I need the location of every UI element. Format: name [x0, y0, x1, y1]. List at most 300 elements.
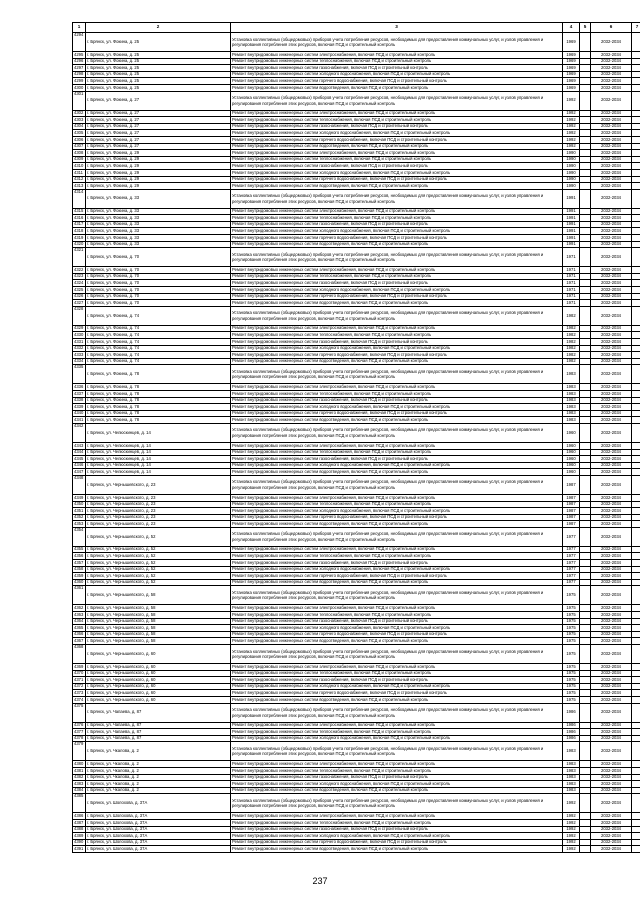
empty-cell [632, 176, 640, 183]
empty-cell [632, 345, 640, 352]
empty-cell [580, 410, 591, 417]
work-description: Ремонт внутридомовых инженерных систем электроснабжения, включая ПСД и строительный контроль [231, 761, 563, 768]
table-row [73, 449, 640, 456]
house-group-row [73, 248, 640, 267]
build-year: 1971 [563, 287, 580, 294]
build-year: 1987 [563, 475, 580, 494]
repair-period: 2032-2034 [591, 241, 632, 248]
repair-period: 2032-2034 [591, 546, 632, 553]
repair-period: 2032-2034 [591, 631, 632, 638]
work-description: Ремонт внутридомовых инженерных систем теплоснабжения, включая ПСД и строительный контроль [231, 819, 563, 826]
row-number: 4353 [73, 521, 86, 528]
work-description: Ремонт внутридомовых инженерных систем теплоснабжения, включая ПСД и строительный контроль [231, 449, 563, 456]
repair-period: 2032-2034 [591, 735, 632, 742]
repair-period: 2032-2034 [591, 514, 632, 521]
repair-period: 2032-2034 [591, 228, 632, 235]
empty-cell [580, 52, 591, 59]
house-group-row [73, 586, 640, 605]
build-year: 1975 [563, 631, 580, 638]
build-year: 1971 [563, 300, 580, 307]
work-description: Ремонт внутридомовых инженерных систем горячего водоснабжения, включая ПСД и строительный контроль [231, 514, 563, 521]
build-year: 1987 [563, 521, 580, 528]
table-row [73, 566, 640, 573]
build-year: 1982 [563, 325, 580, 332]
repair-period: 2032-2034 [591, 475, 632, 494]
work-description: Ремонт внутридомовых инженерных систем водоотведения, включая ПСД и строительный контроль [231, 143, 563, 150]
row-number: 4332 [73, 345, 86, 352]
repair-period: 2032-2034 [591, 339, 632, 346]
row-number: 4382 [73, 774, 86, 781]
house-address: г. Брянск, ул. Фокина, д. 27 [86, 117, 231, 124]
table-row [73, 494, 640, 501]
empty-cell [632, 586, 640, 605]
empty-cell [580, 813, 591, 820]
repair-period: 2032-2034 [591, 267, 632, 274]
repair-period: 2032-2034 [591, 143, 632, 150]
repair-period: 2032-2034 [591, 169, 632, 176]
house-address: г. Брянск, ул. Фокина, д. 29 [86, 183, 231, 190]
row-number: 4359 [73, 573, 86, 580]
table-row [73, 664, 640, 671]
work-description: Ремонт внутридомовых инженерных систем теплоснабжения, включая ПСД и строительный контроль [231, 612, 563, 619]
repair-period: 2032-2034 [591, 826, 632, 833]
table-row [73, 410, 640, 417]
empty-cell [580, 690, 591, 697]
table-row [73, 579, 640, 586]
empty-cell [632, 417, 640, 424]
row-number: 4333 [73, 352, 86, 359]
row-number: 4318 [73, 228, 86, 235]
repair-period: 2032-2034 [591, 742, 632, 761]
house-address: г. Брянск, ул. Фокина, д. 70 [86, 248, 231, 267]
empty-cell [632, 280, 640, 287]
repair-period: 2032-2034 [591, 91, 632, 110]
empty-cell [632, 456, 640, 463]
build-year: 1991 [563, 208, 580, 215]
empty-cell [580, 819, 591, 826]
column-header: 4 [563, 23, 580, 33]
repair-period: 2032-2034 [591, 618, 632, 625]
empty-cell [580, 156, 591, 163]
row-number: 4355 [73, 546, 86, 553]
empty-cell [632, 813, 640, 820]
empty-cell [632, 690, 640, 697]
repair-period: 2032-2034 [591, 664, 632, 671]
house-group-row [73, 189, 640, 208]
empty-cell [632, 645, 640, 664]
house-address: г. Брянск, ул. Фокина, д. 25 [86, 71, 231, 78]
empty-cell [580, 742, 591, 761]
empty-cell [632, 508, 640, 515]
house-address: г. Брянск, ул. Фокина, д. 74 [86, 339, 231, 346]
house-address: г. Брянск, ул. Чкалова, д. 2 [86, 761, 231, 768]
repair-period: 2032-2034 [591, 332, 632, 339]
empty-cell [580, 462, 591, 469]
house-address: г. Брянск, ул. Фокина, д. 25 [86, 52, 231, 59]
build-year: 1960 [563, 462, 580, 469]
table-row [73, 462, 640, 469]
table-row [73, 169, 640, 176]
house-group-row [73, 91, 640, 110]
work-description: Ремонт внутридомовых инженерных систем горячего водоснабжения, включая ПСД и строительный контроль [231, 573, 563, 580]
house-address: г. Брянск, ул. Фокина, д. 25 [86, 84, 231, 91]
empty-cell [632, 300, 640, 307]
house-address: г. Брянск, ул. Челюскинцев, д. 14 [86, 469, 231, 476]
table-row [73, 553, 640, 560]
row-number: 4389 [73, 833, 86, 840]
empty-cell [580, 397, 591, 404]
table-row [73, 339, 640, 346]
table-row [73, 293, 640, 300]
house-group-row [73, 306, 640, 325]
empty-cell [632, 156, 640, 163]
repair-period: 2032-2034 [591, 846, 632, 853]
house-address: г. Брянск, ул. Чернышевского, д. 52 [86, 579, 231, 586]
row-number: 4307 [73, 143, 86, 150]
house-group-row [73, 475, 640, 494]
row-number: 4376 [73, 722, 86, 729]
empty-cell [632, 267, 640, 274]
build-year: 1982 [563, 345, 580, 352]
repair-period: 2032-2034 [591, 605, 632, 612]
build-year: 1983 [563, 365, 580, 384]
repair-period: 2032-2034 [591, 58, 632, 65]
house-group-row [73, 645, 640, 664]
build-year: 1983 [563, 384, 580, 391]
work-description: Установка коллективных (общедомовых) приборов учета потребления ресурсов, необходимых для предоставления коммунальных услуг, и узлов управления и регулирования потребления этих ресурсов, включая ПСД и строительный контроль [231, 365, 563, 384]
empty-cell [632, 677, 640, 684]
empty-cell [632, 514, 640, 521]
work-description: Ремонт внутридомовых инженерных систем газоснабжения, включая ПСД и строительный контроль [231, 618, 563, 625]
repair-period: 2032-2034 [591, 767, 632, 774]
row-number: 4324 [73, 280, 86, 287]
empty-cell [632, 123, 640, 130]
repair-period: 2032-2034 [591, 235, 632, 242]
empty-cell [632, 404, 640, 411]
work-description: Ремонт внутридомовых инженерных систем горячего водоснабжения, включая ПСД и строительный контроль [231, 293, 563, 300]
build-year: 1977 [563, 553, 580, 560]
table-row [73, 110, 640, 117]
empty-cell [632, 150, 640, 157]
empty-cell [632, 794, 640, 813]
repair-period: 2032-2034 [591, 365, 632, 384]
repair-period: 2032-2034 [591, 787, 632, 794]
repair-period: 2032-2034 [591, 189, 632, 208]
house-address: г. Брянск, ул. Чернышевского, д. 58 [86, 631, 231, 638]
empty-cell [632, 638, 640, 645]
table-row [73, 638, 640, 645]
empty-cell [632, 241, 640, 248]
row-number: 4345 [73, 456, 86, 463]
build-year: 1977 [563, 546, 580, 553]
row-number: 4310 [73, 163, 86, 170]
repair-period: 2032-2034 [591, 612, 632, 619]
house-address: г. Брянск, ул. Фокина, д. 78 [86, 390, 231, 397]
empty-cell [632, 494, 640, 501]
build-year: 1992 [563, 833, 580, 840]
repair-period: 2032-2034 [591, 722, 632, 729]
house-address: г. Брянск, ул. Фокина, д. 27 [86, 130, 231, 137]
build-year: 1975 [563, 586, 580, 605]
build-year: 1969 [563, 78, 580, 85]
empty-cell [632, 696, 640, 703]
repair-period: 2032-2034 [591, 65, 632, 72]
repair-period: 2032-2034 [591, 248, 632, 267]
work-description: Ремонт внутридомовых инженерных систем водоотведения, включая ПСД и строительный контроль [231, 417, 563, 424]
row-number: 4374 [73, 696, 86, 703]
table-row [73, 514, 640, 521]
empty-cell [580, 163, 591, 170]
table-row [73, 826, 640, 833]
empty-cell [632, 742, 640, 761]
row-number: 4314 [73, 189, 86, 208]
repair-period: 2032-2034 [591, 560, 632, 567]
work-description: Установка коллективных (общедомовых) приборов учета потребления ресурсов, необходимых для предоставления коммунальных услуг, и узлов управления и регулирования потребления этих ресурсов, включая ПСД и строительный контроль [231, 645, 563, 664]
row-number: 4329 [73, 325, 86, 332]
table-row [73, 722, 640, 729]
work-description: Ремонт внутридомовых инженерных систем газоснабжения, включая ПСД и строительный контроль [231, 339, 563, 346]
work-description: Ремонт внутридомовых инженерных систем горячего водоснабжения, включая ПСД и строительный контроль [231, 235, 563, 242]
empty-cell [580, 833, 591, 840]
empty-cell [580, 494, 591, 501]
repair-period: 2032-2034 [591, 280, 632, 287]
repair-period: 2032-2034 [591, 683, 632, 690]
house-address: г. Брянск, ул. Фокина, д. 70 [86, 273, 231, 280]
empty-cell [580, 208, 591, 215]
table-row [73, 683, 640, 690]
row-number: 4336 [73, 384, 86, 391]
work-description: Ремонт внутридомовых инженерных систем теплоснабжения, включая ПСД и строительный контроль [231, 215, 563, 222]
house-address: г. Брянск, ул. Чкалова, д. 2 [86, 774, 231, 781]
row-number: 4320 [73, 241, 86, 248]
build-year: 1986 [563, 729, 580, 736]
row-number: 4390 [73, 839, 86, 846]
empty-cell [632, 833, 640, 840]
row-number: 4391 [73, 846, 86, 853]
work-description: Ремонт внутридомовых инженерных систем газоснабжения, включая ПСД и строительный контроль [231, 774, 563, 781]
row-number: 4340 [73, 410, 86, 417]
repair-period: 2032-2034 [591, 221, 632, 228]
house-address: г. Брянск, ул. Фокина, д. 27 [86, 91, 231, 110]
build-year: 1983 [563, 787, 580, 794]
work-description: Ремонт внутридомовых инженерных систем теплоснабжения, включая ПСД и строительный контроль [231, 553, 563, 560]
house-address: г. Брянск, ул. Чернышевского, д. 58 [86, 586, 231, 605]
house-address: г. Брянск, ул. Шолохова, д. 37А [86, 846, 231, 853]
work-description: Ремонт внутридомовых инженерных систем газоснабжения, включая ПСД и строительный контроль [231, 280, 563, 287]
house-address: г. Брянск, ул. Чернышевского, д. 52 [86, 566, 231, 573]
house-address: г. Брянск, ул. Чкалова, д. 2 [86, 781, 231, 788]
house-address: г. Брянск, ул. Фокина, д. 33 [86, 235, 231, 242]
table-row [73, 787, 640, 794]
row-number: 4372 [73, 683, 86, 690]
empty-cell [580, 293, 591, 300]
work-description: Ремонт внутридомовых инженерных систем холодного водоснабжения, включая ПСД и строительный контроль [231, 287, 563, 294]
work-description: Ремонт внутридомовых инженерных систем горячего водоснабжения, включая ПСД и строительный контроль [231, 136, 563, 143]
empty-cell [632, 423, 640, 442]
empty-cell [580, 683, 591, 690]
work-description: Установка коллективных (общедомовых) приборов учета потребления ресурсов, необходимых для предоставления коммунальных услуг, и узлов управления и регулирования потребления этих ресурсов, включая ПСД и строительный контроль [231, 189, 563, 208]
work-description: Ремонт внутридомовых инженерных систем водоотведения, включая ПСД и строительный контроль [231, 469, 563, 476]
table-row [73, 358, 640, 365]
house-address: г. Брянск, ул. Фокина, д. 78 [86, 365, 231, 384]
table-row [73, 221, 640, 228]
house-address: г. Брянск, ул. Фокина, д. 29 [86, 169, 231, 176]
row-number: 4309 [73, 156, 86, 163]
house-address: г. Брянск, ул. Фокина, д. 33 [86, 241, 231, 248]
work-description: Ремонт внутридомовых инженерных систем электроснабжения, включая ПСД и строительный контроль [231, 664, 563, 671]
build-year: 1990 [563, 150, 580, 157]
work-description: Ремонт внутридомовых инженерных систем теплоснабжения, включая ПСД и строительный контроль [231, 156, 563, 163]
row-number: 4373 [73, 690, 86, 697]
repair-period: 2032-2034 [591, 136, 632, 143]
work-description: Ремонт внутридомовых инженерных систем газоснабжения, включая ПСД и строительный контроль [231, 65, 563, 72]
row-number: 4339 [73, 404, 86, 411]
table-row [73, 397, 640, 404]
empty-cell [580, 248, 591, 267]
work-description: Ремонт внутридомовых инженерных систем холодного водоснабжения, включая ПСД и строительный контроль [231, 71, 563, 78]
build-year: 1992 [563, 130, 580, 137]
repair-period: 2032-2034 [591, 163, 632, 170]
empty-cell [580, 553, 591, 560]
empty-cell [632, 52, 640, 59]
row-number: 4295 [73, 52, 86, 59]
build-year: 1971 [563, 248, 580, 267]
work-description: Ремонт внутридомовых инженерных систем электроснабжения, включая ПСД и строительный контроль [231, 813, 563, 820]
empty-cell [580, 605, 591, 612]
row-number: 4364 [73, 618, 86, 625]
build-year: 1975 [563, 605, 580, 612]
empty-cell [580, 417, 591, 424]
repair-period: 2032-2034 [591, 71, 632, 78]
house-address: г. Брянск, ул. Чернышевского, д. 60 [86, 645, 231, 664]
build-year: 1991 [563, 221, 580, 228]
row-number: 4371 [73, 677, 86, 684]
empty-cell [580, 130, 591, 137]
build-year: 1991 [563, 235, 580, 242]
empty-cell [580, 123, 591, 130]
table-row [73, 774, 640, 781]
empty-cell [580, 300, 591, 307]
work-description: Ремонт внутридомовых инженерных систем теплоснабжения, включая ПСД и строительный контроль [231, 117, 563, 124]
house-address: г. Брянск, ул. Чернышевского, д. 58 [86, 618, 231, 625]
house-address: г. Брянск, ул. Чернышевского, д. 23 [86, 475, 231, 494]
table-row [73, 605, 640, 612]
empty-cell [632, 332, 640, 339]
empty-cell [580, 404, 591, 411]
empty-cell [632, 722, 640, 729]
empty-cell [580, 501, 591, 508]
row-number: 4351 [73, 508, 86, 515]
repair-period: 2032-2034 [591, 130, 632, 137]
empty-cell [632, 215, 640, 222]
table-row [73, 767, 640, 774]
table-row [73, 176, 640, 183]
row-number: 4315 [73, 208, 86, 215]
table-row [73, 332, 640, 339]
column-header: 6 [591, 23, 632, 33]
empty-cell [632, 136, 640, 143]
empty-cell [632, 521, 640, 528]
row-number: 4381 [73, 767, 86, 774]
build-year: 1969 [563, 84, 580, 91]
build-year: 1982 [563, 339, 580, 346]
empty-cell [632, 384, 640, 391]
house-address: г. Брянск, ул. Шолохова, д. 37А [86, 819, 231, 826]
empty-cell [632, 729, 640, 736]
build-year: 1987 [563, 494, 580, 501]
work-description: Ремонт внутридомовых инженерных систем электроснабжения, включая ПСД и строительный контроль [231, 208, 563, 215]
house-address: г. Брянск, ул. Фокина, д. 25 [86, 65, 231, 72]
table-row [73, 508, 640, 515]
table-row [73, 546, 640, 553]
empty-cell [580, 696, 591, 703]
repair-period: 2032-2034 [591, 729, 632, 736]
work-description: Ремонт внутридомовых инженерных систем электроснабжения, включая ПСД и строительный контроль [231, 52, 563, 59]
empty-cell [580, 566, 591, 573]
row-number: 4369 [73, 664, 86, 671]
row-number: 4366 [73, 631, 86, 638]
table-row [73, 325, 640, 332]
build-year: 1969 [563, 58, 580, 65]
build-year: 1992 [563, 91, 580, 110]
empty-cell [632, 566, 640, 573]
repair-period: 2032-2034 [591, 117, 632, 124]
table-row [73, 287, 640, 294]
build-year: 1991 [563, 189, 580, 208]
work-description: Ремонт внутридомовых инженерных систем электроснабжения, включая ПСД и строительный контроль [231, 384, 563, 391]
empty-cell [632, 78, 640, 85]
build-year: 1983 [563, 404, 580, 411]
build-year: 1960 [563, 469, 580, 476]
repair-period: 2032-2034 [591, 84, 632, 91]
empty-cell [632, 228, 640, 235]
repair-period: 2032-2034 [591, 839, 632, 846]
house-address: г. Брянск, ул. Чернышевского, д. 58 [86, 638, 231, 645]
row-number: 4319 [73, 235, 86, 242]
empty-cell [632, 352, 640, 359]
work-description: Ремонт внутридомовых инженерных систем холодного водоснабжения, включая ПСД и строительный контроль [231, 735, 563, 742]
empty-cell [580, 670, 591, 677]
house-address: г. Брянск, ул. Фокина, д. 25 [86, 33, 231, 52]
repair-period: 2032-2034 [591, 456, 632, 463]
build-year: 1986 [563, 703, 580, 722]
table-row [73, 839, 640, 846]
work-description: Установка коллективных (общедомовых) приборов учета потребления ресурсов, необходимых для предоставления коммунальных услуг, и узлов управления и регулирования потребления этих ресурсов, включая ПСД и строительный контроль [231, 306, 563, 325]
table-row [73, 352, 640, 359]
row-number: 4322 [73, 267, 86, 274]
table-row [73, 442, 640, 449]
build-year: 1992 [563, 846, 580, 853]
work-description: Ремонт внутридомовых инженерных систем горячего водоснабжения, включая ПСД и строительный контроль [231, 176, 563, 183]
empty-cell [580, 846, 591, 853]
empty-cell [632, 71, 640, 78]
work-description: Ремонт внутридомовых инженерных систем теплоснабжения, включая ПСД и строительный контроль [231, 729, 563, 736]
work-description: Ремонт внутридомовых инженерных систем теплоснабжения, включая ПСД и строительный контроль [231, 670, 563, 677]
house-address: г. Брянск, ул. Челюскинцев, д. 14 [86, 456, 231, 463]
row-number: 4331 [73, 339, 86, 346]
row-number: 4300 [73, 84, 86, 91]
house-address: г. Брянск, ул. Чернышевского, д. 58 [86, 605, 231, 612]
empty-cell [632, 58, 640, 65]
row-number: 4301 [73, 91, 86, 110]
repair-period: 2032-2034 [591, 813, 632, 820]
repair-period: 2032-2034 [591, 273, 632, 280]
empty-cell [632, 846, 640, 853]
empty-cell [580, 442, 591, 449]
repair-period: 2032-2034 [591, 442, 632, 449]
table-row [73, 71, 640, 78]
empty-cell [580, 176, 591, 183]
